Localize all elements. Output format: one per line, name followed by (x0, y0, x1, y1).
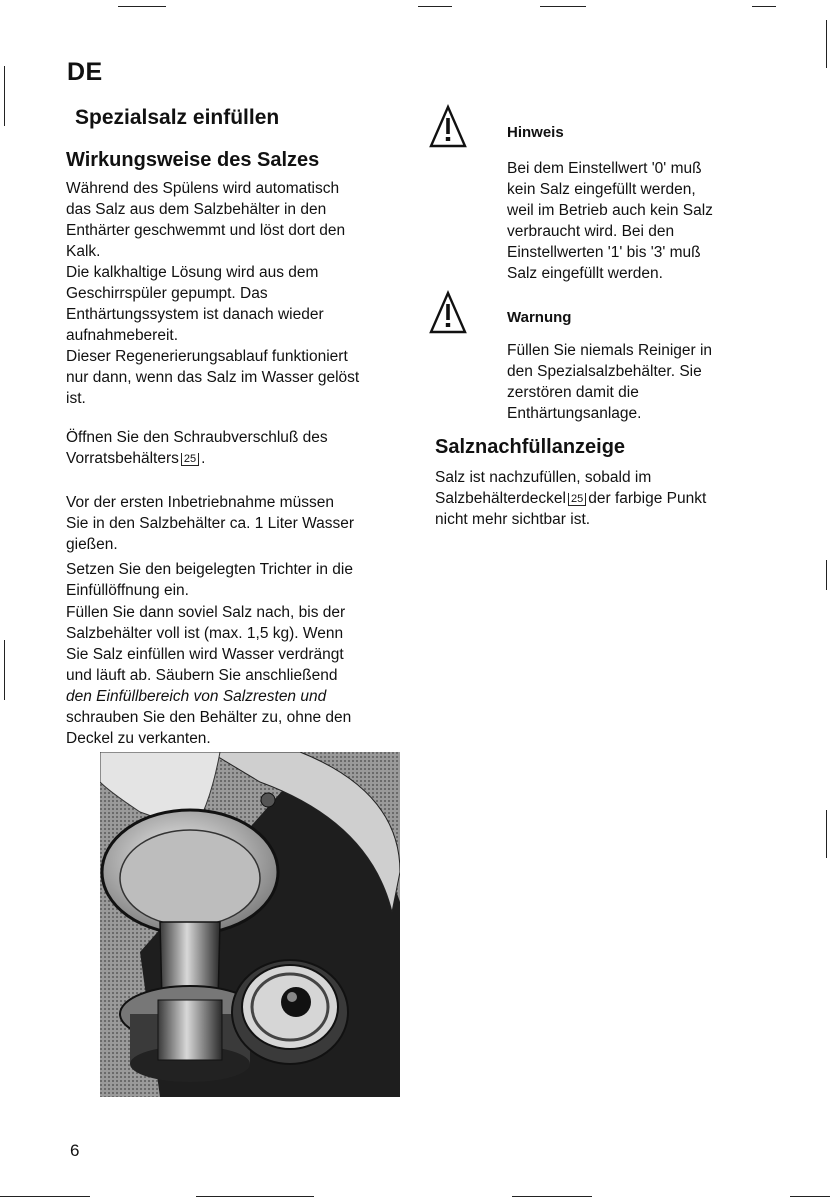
text-line: Vor der ersten Inbetriebnahme müssen (66, 494, 334, 511)
scan-mark (826, 20, 827, 68)
text-line: nur dann, wenn das Salz im Wasser gelöst (66, 369, 360, 386)
text-line: Deckel zu verkanten. (66, 730, 211, 747)
scan-mark (0, 1196, 90, 1197)
scan-mark (752, 6, 776, 7)
text-line: ist. (66, 390, 86, 407)
scan-mark (4, 66, 5, 126)
left-paragraph-5 (66, 602, 406, 749)
page-number: 6 (70, 1141, 80, 1160)
scan-mark (540, 6, 586, 7)
text-line (435, 488, 805, 509)
text-line: Füllen Sie dann soviel Salz nach, bis der (66, 604, 346, 621)
scan-mark (512, 1196, 592, 1197)
text-line: Salz eingefüllt werden. (507, 265, 663, 282)
scan-mark (790, 1196, 830, 1197)
right-paragraph (435, 467, 805, 530)
text-line: Sie Salz einfüllen wird Wasser verdrängt (66, 646, 344, 663)
text-line: Füllen Sie niemals Reiniger in (507, 342, 713, 359)
text-line: verbraucht wird. Bei den (507, 223, 675, 240)
left-paragraph-4 (66, 559, 406, 601)
text-line: schrauben Sie den Behälter zu, ohne den (66, 709, 352, 726)
text-fragment: der farbige Punkt (588, 490, 707, 507)
text-line: Geschirrspüler gepumpt. Das (66, 285, 268, 302)
left-paragraph-2 (66, 427, 406, 469)
text-line: Enthärter geschwemmt und löst dort den (66, 222, 346, 239)
scan-mark (4, 640, 5, 700)
left-heading: Wirkungsweise des Salzes (66, 149, 320, 171)
text-line: Enthärtungsanlage. (507, 405, 642, 422)
warning-triangle-icon (428, 290, 468, 336)
note-text (507, 158, 777, 284)
text-fragment: Vorratsbehälters (66, 450, 179, 467)
text-line: Salz ist nachzufüllen, sobald im (435, 469, 652, 486)
text-line: Salzbehälter voll ist (max. 1,5 kg). Wenn (66, 625, 344, 642)
text-line: nicht mehr sichtbar ist. (435, 511, 591, 528)
text-line: gießen. (66, 536, 118, 553)
text-line: und läuft ab. Säubern Sie anschließend (66, 667, 338, 684)
scan-mark (118, 6, 166, 7)
text-line: Bei dem Einstellwert '0' muß (507, 160, 702, 177)
text-line: den Spezialsalzbehälter. Sie (507, 363, 702, 380)
scan-mark (826, 810, 827, 858)
text-line: weil im Betrieb auch kein Salz (507, 202, 713, 219)
warning-text (507, 340, 777, 424)
language-code: DE (67, 58, 103, 86)
text-line: Sie in den Salzbehälter ca. 1 Liter Wasser (66, 515, 355, 532)
text-line: den Einfüllbereich von Salzresten und (66, 688, 327, 705)
funnel-illustration (100, 752, 400, 1097)
text-line (66, 448, 406, 469)
text-line: Einstellwerten '1' bis '3' muß (507, 244, 701, 261)
left-paragraph-3 (66, 492, 406, 555)
text-line: aufnahmebereit. (66, 327, 179, 344)
scan-mark (418, 6, 452, 7)
right-heading: Salznachfüllanzeige (435, 436, 626, 458)
figure-reference: 25 (568, 493, 586, 506)
funnel-photo (100, 752, 400, 1097)
text-line: Die kalkhaltige Lösung wird aus dem (66, 264, 319, 281)
text-fragment: Salzbehälterdeckel (435, 490, 566, 507)
text-line: Einfüllöffnung ein. (66, 582, 189, 599)
warning-triangle-icon (428, 104, 468, 150)
text-line: das Salz aus dem Salzbehälter in den (66, 201, 327, 218)
text-line: Kalk. (66, 243, 101, 260)
screw-cap (232, 960, 348, 1064)
warning-title: Warnung (507, 309, 572, 326)
text-line: Während des Spülens wird automatisch (66, 180, 340, 197)
left-paragraph-1 (66, 178, 406, 409)
scan-mark (196, 1196, 314, 1197)
text-line: Setzen Sie den beigelegten Trichter in die (66, 561, 353, 578)
text-fragment: . (201, 450, 206, 467)
text-line: zerstören damit die (507, 384, 639, 401)
text-line: Öffnen Sie den Schraubverschluß des (66, 429, 328, 446)
figure-reference: 25 (181, 453, 199, 466)
text-line: kein Salz eingefüllt werden, (507, 181, 696, 198)
section-title: Spezialsalz einfüllen (75, 106, 280, 129)
text-line: Enthärtungssystem ist danach wieder (66, 306, 324, 323)
note-title: Hinweis (507, 124, 564, 141)
text-line: Dieser Regenerierungsablauf funktioniert (66, 348, 348, 365)
scan-mark (826, 560, 827, 590)
